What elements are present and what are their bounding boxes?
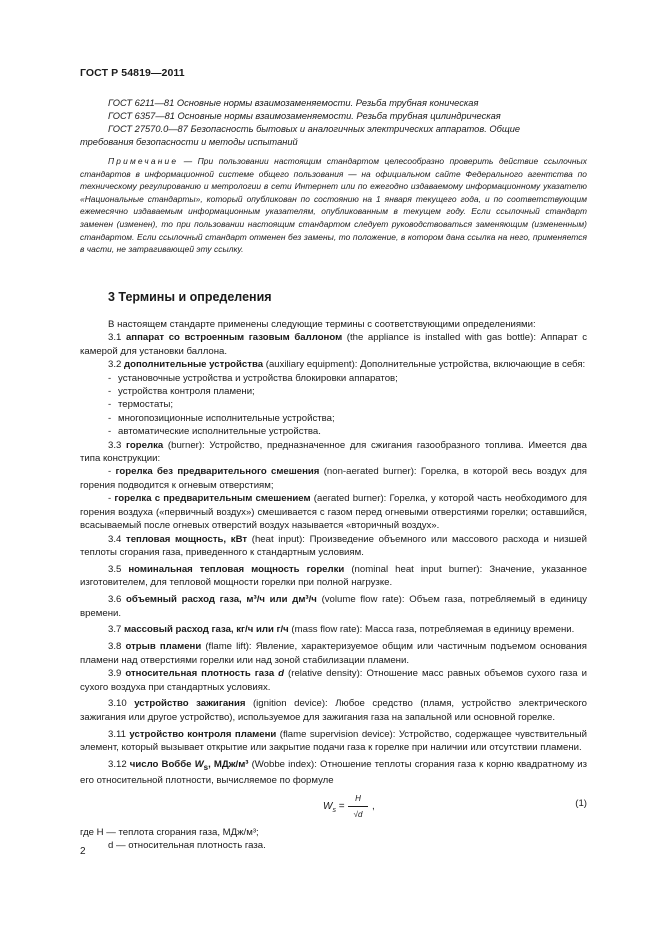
formula-number: (1) [575, 797, 587, 809]
note-label: Примечание [108, 156, 179, 166]
list-item: - многопозиционные исполнительные устройства; [108, 412, 335, 424]
term-3-6: 3.6 объемный расход газа, м³/ч или дм³/ч (volume flow rate): Объем газа, потребляемый в единицу времени. [80, 594, 587, 619]
intro-paragraph: В настоящем стандарте применены следующие термины с соответствующими определениями: [108, 319, 536, 330]
formula-denominator: √d [353, 810, 363, 820]
term-3-1: 3.1 аппарат со встроенным газовым баллоном (the appliance is installed with gas bottle): Аппарат с камерой для установки баллона. [80, 332, 587, 357]
term-3-11: 3.11 устройство контроля пламени (flame supervision device): Устройство, содержащее чувствительный элемент, который вызывает открытие или закрытие подачи газа к горелке при наличии или отсутствии пламени. [80, 728, 587, 754]
formula-numerator: H [348, 792, 368, 807]
list-item: - установочные устройства и устройства блокировки аппаратов; [108, 372, 398, 384]
formula-wobbe [80, 792, 587, 826]
reference-line: ГОСТ 6211—81 Основные нормы взаимозаменяемости. Резьба трубная коническая [108, 98, 479, 108]
where-line: d — относительная плотность газа. [108, 840, 266, 852]
note-text: — При пользовании настоящим стандартом целесообразно проверить действие ссылочных стандартов в информационной системе общего пользования — на официальном сайте Федерального агентства по техническому регулированию и метрологии в сети Интернет или по ежегодно издаваемому информационному указателю «Национальные стандарты», который опубликован по состоянию на 1 января текущего года, и по соответствующим ежемесячно издаваемым информационным указателям, опубликованным в текущем году. Если ссылочный стандарт заменен (изменен), то при пользовании настоящим стандартом следует руководствоваться заменяющим (измененным) стандартом. Если ссылочный стандарт отменен без замены, то положение, в котором дана ссылка на него, применяется в части, не затрагивающей эту ссылку. [80, 156, 587, 255]
list-item: - термостаты; [108, 399, 174, 411]
term-3-7: 3.7 массовый расход газа, кг/ч или г/ч (mass flow rate): Масса газа, потребляемая в единицу времени. [108, 624, 575, 636]
list-item: - автоматические исполнительные устройства. [108, 426, 321, 438]
reference-line: ГОСТ 27570.0—87 Безопасность бытовых и аналогичных электрических аппаратов. Общие [108, 124, 521, 134]
term-3-3: 3.3 горелка (burner): Устройство, предназначенное для сжигания газообразного топлива. Имеется два типа конструкции: [80, 439, 587, 465]
formula-fraction [348, 792, 368, 822]
term-3-5: 3.5 номинальная тепловая мощность горелки (nominal heat input burner): Значение, указанное изготовителем, для тепловой мощности горелки при полной нагрузке. [80, 563, 587, 589]
section-title: 3 Термины и определения [108, 290, 272, 304]
definitions-body [80, 318, 587, 853]
formula-lhs: $W_s$ = [323, 800, 345, 814]
term-3-3-a: - горелка без предварительного смешения (non-aerated burner): Горелка, в которой весь воздух для горения подводится к огневым отверстиям; [80, 466, 587, 491]
term-3-9: 3.9 относительная плотность газа d (relative density): Отношение масс равных объемов сухого газа и сухого воздуха при стандартных условиях. [80, 668, 587, 693]
term-3-3-b: - горелка с предварительным смешением (aerated burner): Горелка, у которой часть необходимого для горения воздуха («первичный воздух») смешивается с газом перед огневыми отверстиями горелки; оставшийся, всасываемый после огневых отверстий воздух называется «вторичный воздух». [80, 493, 587, 532]
term-3-10: 3.10 устройство зажигания (ignition device): Любое средство (пламя, устройство электрического зажигания или другое устройство), используемое для зажигания газа на запальной или основной горелке. [80, 698, 587, 723]
reference-line-continuation: требования безопасности и методы испытаний [80, 137, 298, 147]
document-header: ГОСТ Р 54819—2011 [80, 67, 185, 79]
list-item: - устройства контроля пламени; [108, 386, 255, 398]
where-line: где H — теплота сгорания газа, МДж/м³; [80, 826, 259, 838]
term-3-12: 3.12 число Воббе $W_s$, МДж/м³ (Wobbe index): Отношение теплоты сгорания газа к корню квадратному из его относительной плотности, вычисляемое по формуле [80, 759, 587, 787]
term-3-8: 3.8 отрыв пламени (flame lift): Явление, характеризуемое общим или частичным подъемом основания пламени над отверстиями горелки или над зоной стабилизации пламени. [80, 641, 587, 666]
formula-comma: , [372, 800, 375, 812]
normative-references [80, 97, 586, 149]
reference-line: ГОСТ 6357—81 Основные нормы взаимозаменяемости. Резьба трубная цилиндрическая [108, 111, 501, 121]
note-paragraph [80, 155, 587, 256]
term-3-2: 3.2 дополнительные устройства (auxiliary equipment): Дополнительные устройства, включающие в себя: [108, 359, 586, 371]
page-number: 2 [80, 846, 86, 857]
term-3-4: 3.4 тепловая мощность, кВт (heat input): Произведение объемного или массового расхода и низшей теплоты сгорания газа, приведенного к стандартным условиям. [80, 533, 587, 558]
